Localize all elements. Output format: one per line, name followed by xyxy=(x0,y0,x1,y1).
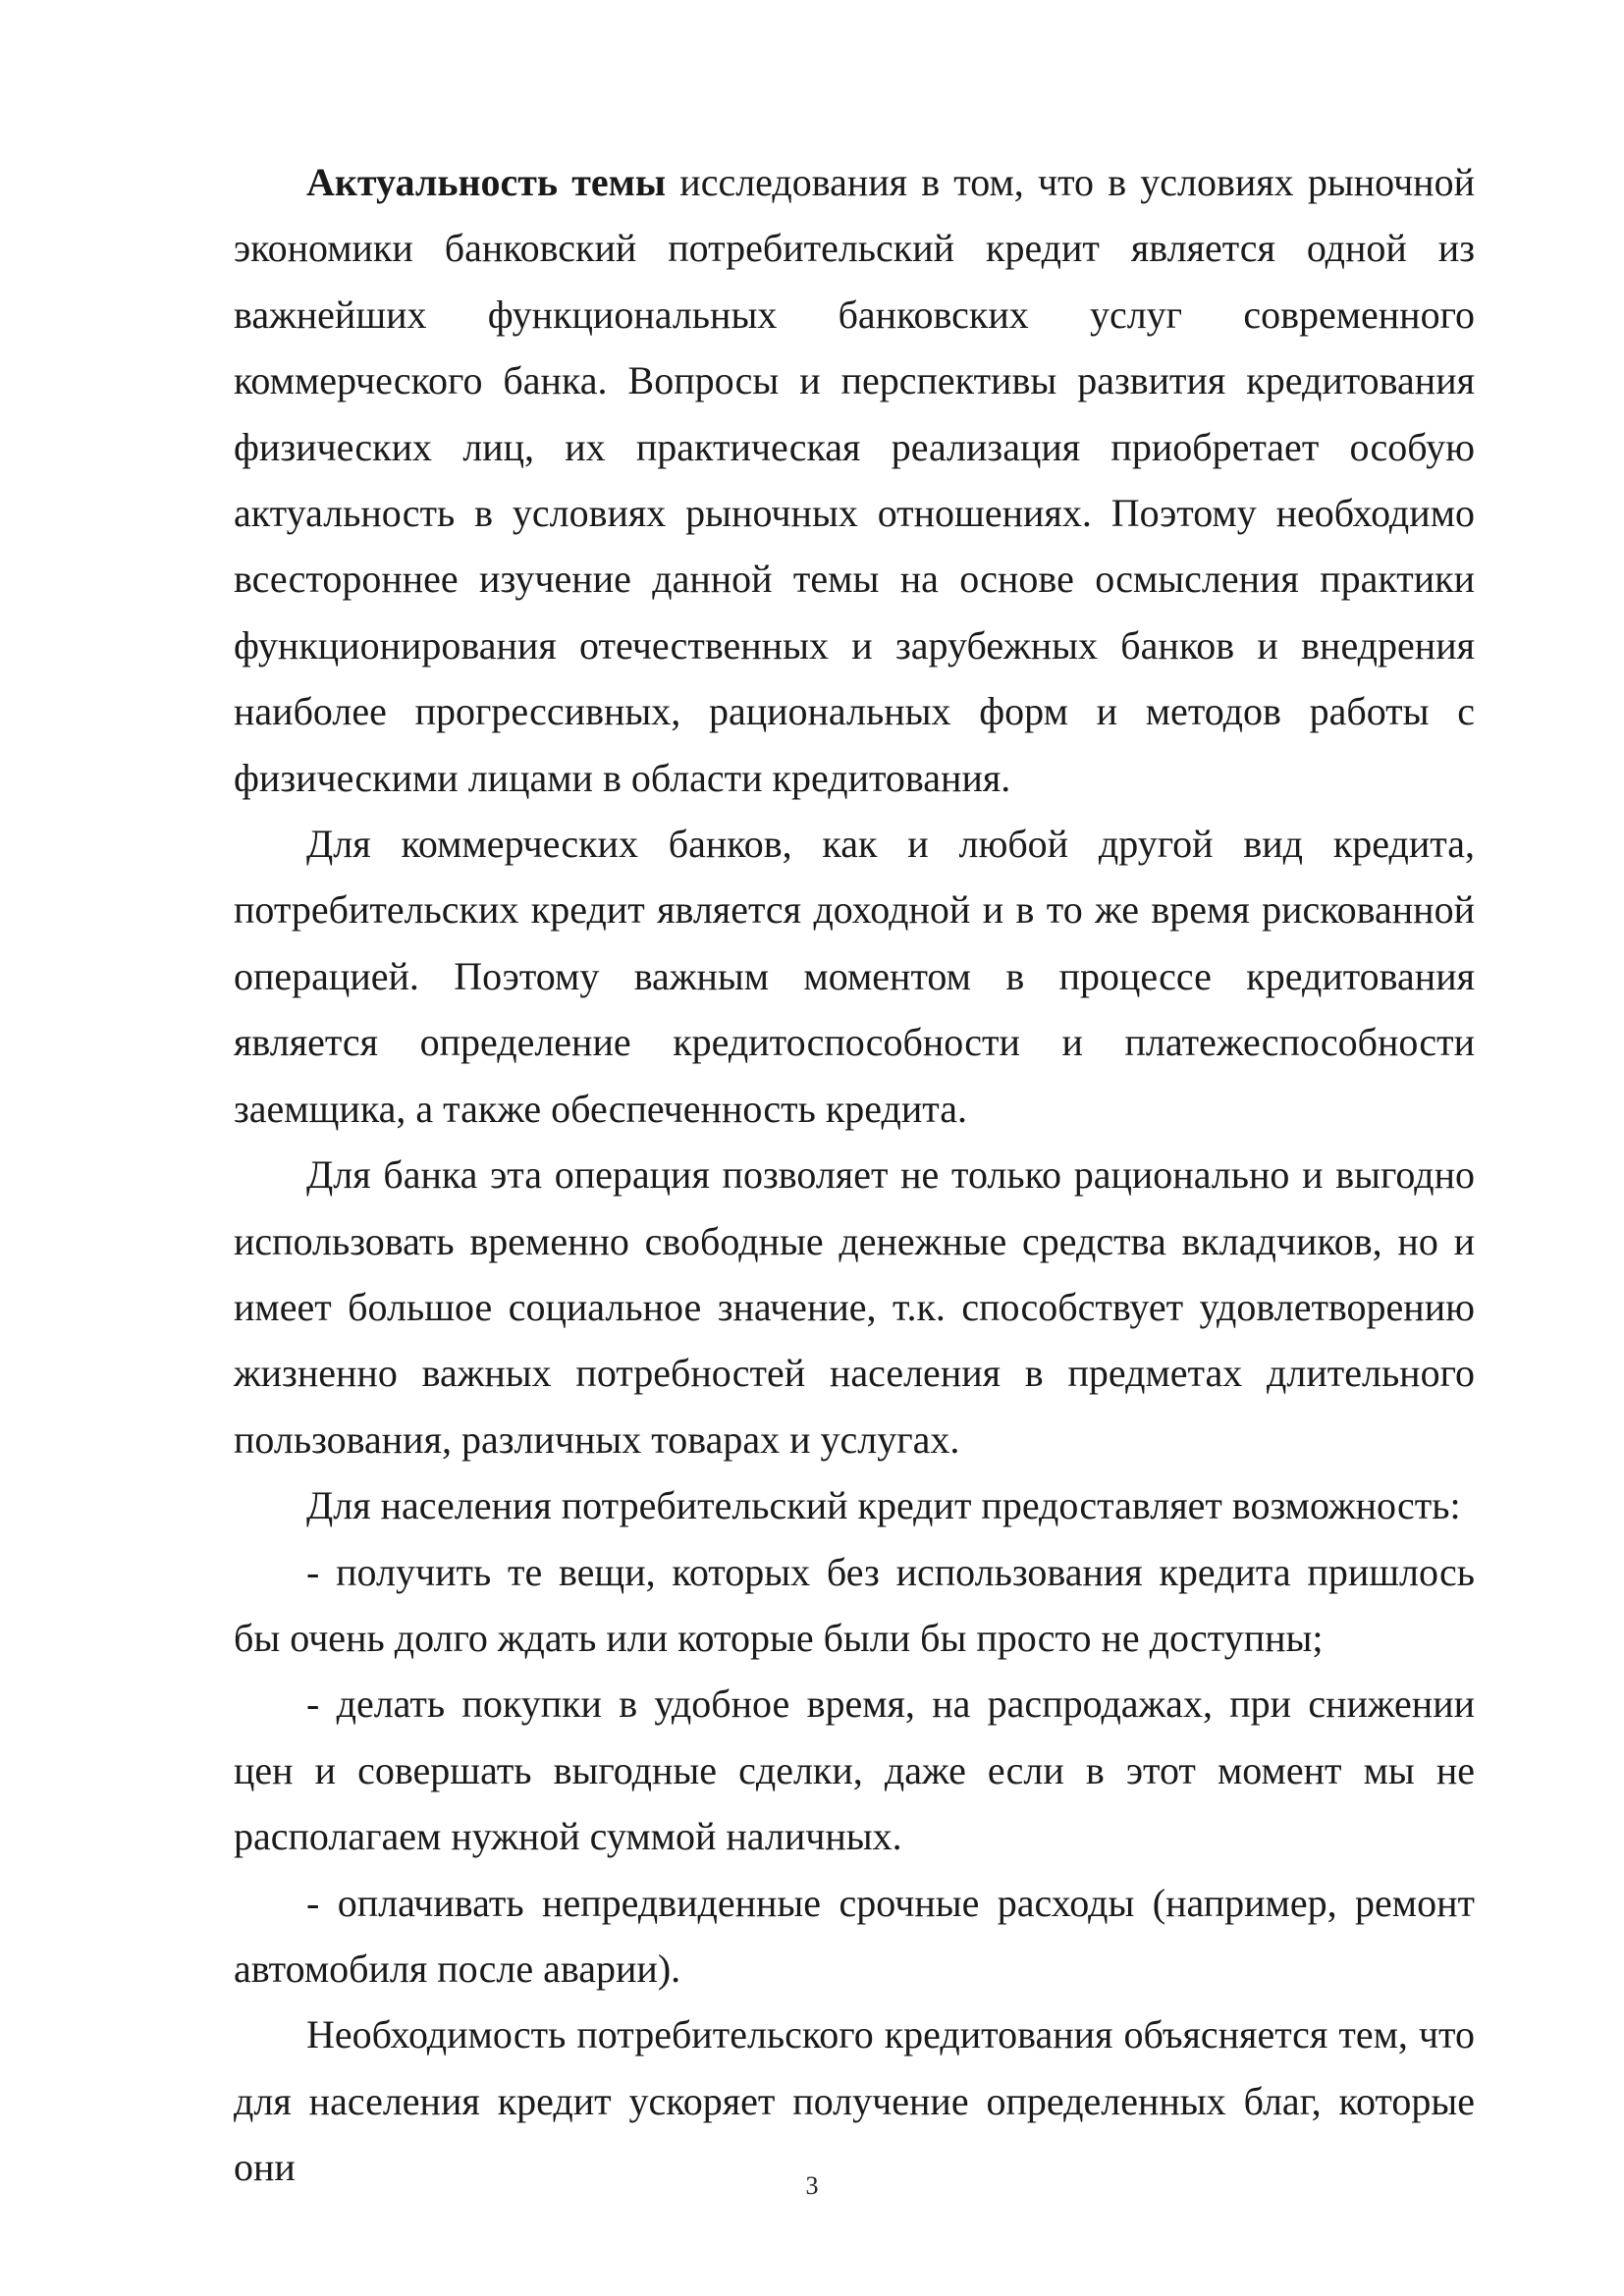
list-item-urgent-expenses: - оплачивать непредвиденные срочные расходы (например, ремонт автомобиля после аварии). xyxy=(234,1880,1475,1991)
paragraph-lead: Актуальность темы xyxy=(306,160,667,204)
paragraph-commercial-banks: Для коммерческих банков, как и любой другой вид кредита, потребительских кредит является доходной и в то же время рискованной операцией. Поэтому важным моментом в процессе кредитования является определение кредитоспособности и платежеспособности заемщика, а также обеспеченность кредита. xyxy=(234,822,1475,1131)
paragraph-text: исследования в том, что в условиях рыночной экономики банковский потребительский кредит является одной из важнейших функциональных банковских услуг современного коммерческого банка. Вопросы и перспективы развития кредитования физических лиц, их практическая реализация приобретает особую актуальность в условиях рыночных отношениях. Поэтому необходимо всестороннее изучение данной темы на основе осмысления практики функционирования отечественных и зарубежных банков и внедрения наиболее прогрессивных, рациональных форм и методов работы с физическими лицами в области кредитования. xyxy=(234,160,1475,800)
paragraph-population-benefit: Для населения потребительский кредит предоставляет возможность: xyxy=(306,1483,1461,1528)
paragraph-necessity: Необходимость потребительского кредитования объясняется тем, что для населения кредит ускоряет получение определенных благ, которые они xyxy=(234,2012,1475,2190)
list-item-get-things: - получить те вещи, которых без использования кредита пришлось бы очень долго ждать или которые были бы просто не доступны; xyxy=(234,1549,1475,1660)
page-number: 3 xyxy=(805,2171,819,2200)
paragraph-bank-benefit: Для банка эта операция позволяет не только рационально и выгодно использовать временно свободные денежные средства вкладчиков, но и имеет большое социальное значение, т.к. способствует удовлетворению жизненно важных потребностей населения в предметах длительного пользования, различных товарах и услугах. xyxy=(234,1152,1475,1462)
paragraph-relevance xyxy=(234,149,1475,811)
body-text xyxy=(234,149,1475,2201)
list-item-shopping: - делать покупки в удобное время, на распродажах, при снижении цен и совершать выгодные сделки, даже если в этот момент мы не располагаем нужной суммой наличных. xyxy=(234,1682,1475,1859)
